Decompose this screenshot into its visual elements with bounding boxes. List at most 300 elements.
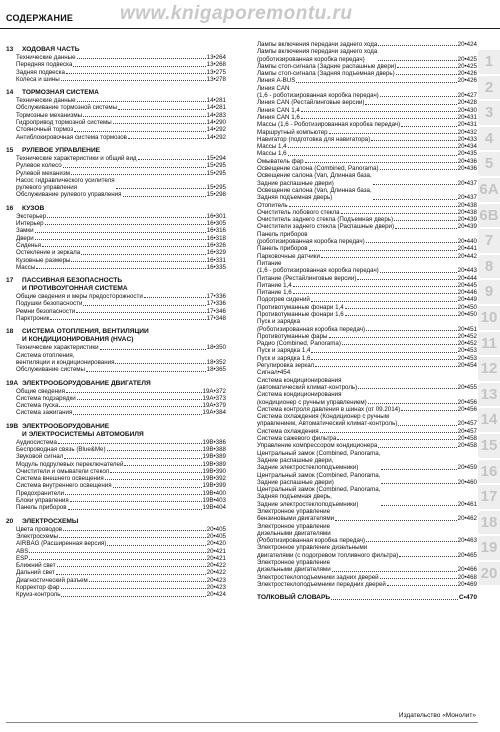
toc-entry[interactable] bbox=[6, 220, 226, 227]
toc-entry-page: 20•462 bbox=[457, 515, 477, 523]
toc-entry-page: 20•453 bbox=[457, 347, 477, 355]
leader-dots bbox=[71, 261, 205, 262]
section-number: 14 bbox=[6, 89, 14, 97]
leader-dots bbox=[45, 224, 206, 225]
toc-entry[interactable] bbox=[6, 366, 226, 373]
toc-entry[interactable] bbox=[257, 355, 477, 362]
leader-dots bbox=[341, 213, 457, 214]
toc-entry-page: 19А•372 bbox=[202, 387, 226, 395]
section-heading[interactable] bbox=[6, 328, 226, 344]
toc-entry-page: 19А•384 bbox=[202, 409, 226, 417]
toc-entry[interactable] bbox=[6, 497, 226, 504]
leader-dots bbox=[378, 60, 456, 61]
toc-entry[interactable] bbox=[257, 77, 477, 84]
leader-dots bbox=[42, 246, 206, 247]
toc-entry-title: Система подзарядки bbox=[16, 394, 76, 402]
toc-entry[interactable] bbox=[257, 581, 477, 588]
toc-entry-title: Электронное управление дизельными двигателями (с подогревом топливного фильтра) bbox=[257, 544, 399, 559]
toc-entry-page: 20•442 bbox=[457, 252, 477, 260]
toc-entry[interactable] bbox=[6, 388, 226, 395]
section-heading[interactable] bbox=[6, 277, 226, 293]
toc-entry[interactable] bbox=[257, 253, 477, 260]
toc-entry-title: Кузовные размеры bbox=[16, 256, 71, 264]
toc-entry-page: 20•463 bbox=[457, 537, 477, 545]
toc-entry[interactable] bbox=[6, 227, 226, 234]
toc-entry[interactable] bbox=[257, 187, 477, 202]
section-title-line: ХОДОВАЯ ЧАСТЬ bbox=[22, 46, 80, 53]
chapter-tab[interactable]: 18 bbox=[478, 511, 500, 535]
leader-dots bbox=[381, 469, 456, 470]
toc-entry-title: Парктроник bbox=[16, 315, 50, 323]
toc-entry[interactable] bbox=[257, 231, 477, 246]
toc-entry[interactable] bbox=[257, 223, 477, 230]
toc-entry[interactable] bbox=[257, 347, 477, 354]
toc-entry-title: Экстерьер bbox=[16, 212, 47, 220]
toc-entry[interactable] bbox=[257, 523, 477, 545]
chapter-tab[interactable]: 14 bbox=[478, 408, 500, 432]
toc-entry-title: Освещение салона (Combined, Panorama) bbox=[257, 165, 379, 173]
toc-entry-title: Электронное управление дизельными двигателями (Роботизированная коробка передач) bbox=[257, 522, 366, 545]
toc-entry-title: Система отопления, вентиляции и кондиционирования bbox=[16, 351, 115, 366]
toc-entry-page: 19В•404 bbox=[202, 504, 226, 512]
toc-entry-page: 20•439 bbox=[457, 223, 477, 231]
toc-entry[interactable] bbox=[6, 257, 226, 264]
chapter-tab[interactable]: 9 bbox=[478, 280, 500, 304]
toc-entry[interactable] bbox=[257, 99, 477, 106]
leader-dots bbox=[357, 279, 456, 280]
toc-right-column bbox=[257, 41, 477, 602]
section-number: 18 bbox=[6, 328, 14, 336]
toc-entry[interactable] bbox=[257, 428, 477, 435]
toc-entry[interactable] bbox=[257, 129, 477, 136]
toc-entry[interactable] bbox=[6, 162, 226, 169]
toc-entry[interactable] bbox=[257, 202, 477, 209]
toc-entry[interactable] bbox=[6, 504, 226, 511]
toc-entry[interactable] bbox=[257, 85, 477, 100]
toc-entry[interactable] bbox=[257, 369, 477, 376]
leader-dots bbox=[380, 272, 457, 273]
toc-entry[interactable] bbox=[6, 482, 226, 489]
chapter-tab[interactable]: 5 bbox=[478, 152, 500, 176]
toc-entry-page: 20•426 bbox=[457, 77, 477, 85]
toc-entry-page: 20•458 bbox=[457, 435, 477, 443]
leader-dots bbox=[107, 545, 205, 546]
chapter-tab[interactable]: 3 bbox=[478, 101, 500, 125]
section-heading[interactable] bbox=[6, 205, 226, 213]
toc-entry-page: 17•336 bbox=[206, 293, 226, 301]
leader-dots bbox=[100, 349, 206, 350]
toc-entry[interactable] bbox=[6, 577, 226, 584]
toc-entry-page: 20•424 bbox=[206, 591, 226, 599]
leader-dots bbox=[50, 319, 205, 320]
toc-entry[interactable] bbox=[257, 121, 477, 128]
leader-dots bbox=[293, 286, 457, 287]
toc-entry-page: 16•335 bbox=[206, 263, 226, 271]
leader-dots bbox=[380, 96, 457, 97]
toc-entry[interactable] bbox=[6, 591, 226, 598]
toc-entry-title: Рулевое колесо bbox=[16, 162, 62, 170]
toc-entry[interactable] bbox=[6, 76, 226, 83]
leader-dots bbox=[77, 101, 206, 102]
toc-entry-title: Общие сведения bbox=[16, 387, 65, 395]
toc-entry-page: 13•268 bbox=[206, 61, 226, 69]
toc-entry[interactable] bbox=[257, 114, 477, 121]
leader-dots bbox=[61, 596, 205, 597]
toc-entry-page: 13•278 bbox=[206, 75, 226, 83]
toc-entry[interactable] bbox=[6, 264, 226, 271]
chapter-tab[interactable]: 19 bbox=[478, 536, 500, 560]
toc-entry-page: 20•449 bbox=[457, 296, 477, 304]
toc-entry[interactable] bbox=[257, 296, 477, 303]
toc-entry-title: Сигнал•454 bbox=[257, 369, 291, 377]
toc-entry-title: Ближний свет bbox=[16, 562, 56, 570]
toc-entry-page: 20•456 bbox=[457, 398, 477, 406]
toc-entry[interactable] bbox=[257, 209, 477, 216]
leader-dots bbox=[380, 169, 457, 170]
section-heading[interactable] bbox=[6, 89, 226, 97]
toc-entry-title: Технические характеристики bbox=[16, 344, 99, 352]
toc-entry[interactable] bbox=[6, 213, 226, 220]
toc-entry[interactable] bbox=[6, 191, 226, 198]
toc-entry[interactable] bbox=[257, 362, 477, 369]
toc-entry[interactable] bbox=[6, 453, 226, 460]
toc-entry[interactable] bbox=[257, 136, 477, 143]
toc-entry[interactable] bbox=[257, 406, 477, 413]
toc-entry[interactable] bbox=[6, 235, 226, 242]
toc-entry[interactable] bbox=[257, 377, 477, 392]
toc-entry[interactable] bbox=[257, 143, 477, 150]
toc-section bbox=[6, 277, 226, 322]
toc-entry-page: 14•290 bbox=[206, 119, 226, 127]
leader-dots bbox=[70, 501, 202, 502]
toc-entry[interactable] bbox=[257, 442, 477, 449]
toc-entry-title: Передняя подвеска bbox=[16, 61, 73, 69]
toc-entry-title: Управление компрессором кондиционера bbox=[257, 442, 378, 450]
toc-entry-title: Технические данные bbox=[16, 97, 76, 105]
toc-entry-title: ТОЛКОВЫЙ СЛОВАРЬ bbox=[257, 594, 331, 602]
toc-entry-page: 20•452 bbox=[457, 332, 477, 340]
toc-entry-title: Центральный замок (Combined, Panorama, Задние распашные двери) bbox=[257, 471, 381, 486]
toc-entry[interactable] bbox=[6, 308, 226, 315]
toc-entry[interactable] bbox=[257, 245, 477, 252]
toc-entry[interactable] bbox=[6, 170, 226, 177]
section-number: 20 bbox=[6, 517, 14, 525]
toc-entry-title: Система контроля давления в шинах (от 09.2014) bbox=[257, 405, 401, 413]
toc-entry-page: 16•301 bbox=[206, 212, 226, 220]
toc-entry-title: Обслуживание рулевого управления bbox=[16, 191, 122, 199]
toc-entry-title: Линия CAN (Рестайлинговые версии) bbox=[257, 99, 365, 107]
toc-entry-title: Центральный замок (Combined, Panorama, Задняя подъемная дверь, Задние электростеклоподъемники) bbox=[257, 486, 381, 508]
leader-dots bbox=[123, 196, 206, 197]
toc-entry-title: Круиз-контроль bbox=[16, 591, 61, 599]
chapter-tab[interactable]: 11 bbox=[478, 332, 500, 356]
toc-entry[interactable] bbox=[257, 574, 477, 581]
leader-dots bbox=[63, 167, 206, 168]
toc-entry[interactable] bbox=[257, 435, 477, 442]
toc-entry[interactable] bbox=[257, 340, 477, 347]
toc-entry[interactable] bbox=[6, 242, 226, 249]
toc-entry[interactable] bbox=[6, 395, 226, 402]
toc-entry-page: 19В•388 bbox=[202, 445, 226, 453]
chapter-tab[interactable]: 6А bbox=[478, 178, 500, 202]
chapter-tab[interactable]: 16 bbox=[478, 460, 500, 484]
chapter-tab[interactable]: 10 bbox=[478, 306, 500, 330]
toc-entry-title: Омыватель фар bbox=[257, 157, 304, 165]
toc-entry[interactable] bbox=[257, 41, 477, 48]
section-title-line: ЭЛЕКТРОСХЕМЫ bbox=[22, 517, 79, 525]
toc-entry[interactable] bbox=[257, 63, 477, 70]
toc-entry-page: 13•264 bbox=[206, 54, 226, 61]
toc-entry[interactable] bbox=[6, 315, 226, 322]
toc-entry-title: Линия CAN 1,4 bbox=[257, 106, 300, 114]
toc-entry-title: Обслуживание системы bbox=[16, 366, 85, 374]
leader-dots bbox=[107, 450, 202, 451]
toc-entry[interactable] bbox=[6, 112, 226, 119]
section-title-line: И ЭЛЕКТРОСИСТЕМЫ АВТОМОБИЛЯ bbox=[22, 430, 144, 438]
toc-entry-page: 20•458 bbox=[457, 442, 477, 450]
toc-entry[interactable] bbox=[6, 54, 226, 61]
toc-entry[interactable] bbox=[6, 409, 226, 416]
chapter-tab[interactable]: 1 bbox=[478, 50, 500, 74]
toc-left-column bbox=[6, 46, 226, 605]
toc-entry[interactable] bbox=[257, 544, 477, 559]
section-heading[interactable] bbox=[6, 518, 226, 526]
leader-dots bbox=[387, 585, 457, 586]
toc-entry-page: 17•346 bbox=[206, 307, 226, 315]
leader-dots bbox=[29, 559, 205, 560]
chapter-tab[interactable]: 20 bbox=[478, 562, 500, 586]
toc-entry-title: Пуск и зарядка 1,4 bbox=[257, 347, 311, 355]
toc-entry[interactable] bbox=[6, 293, 226, 300]
leader-dots bbox=[399, 556, 456, 557]
toc-entry[interactable] bbox=[257, 333, 477, 340]
toc-section bbox=[6, 205, 226, 271]
toc-entry-title: Массы 1,6 bbox=[257, 150, 287, 158]
section-number: 19А bbox=[6, 379, 19, 387]
toc-entry-page: 20•425 bbox=[457, 55, 477, 63]
toc-entry-page: 15•295 bbox=[206, 184, 226, 192]
toc-entry[interactable] bbox=[257, 70, 477, 77]
toc-entry-page: 20•428 bbox=[457, 99, 477, 107]
toc-entry-title: Очиститель заднего стекла (Подъемная дверь) bbox=[257, 216, 394, 224]
leader-dots bbox=[320, 432, 457, 433]
toc-entry-title: Подушки безопасности bbox=[16, 300, 83, 308]
toc-entry-title: Массы bbox=[16, 263, 36, 271]
toc-entry[interactable] bbox=[6, 533, 226, 540]
toc-entry[interactable] bbox=[257, 107, 477, 114]
toc-entry-title: Пуск и зарядка (Роботизированная коробка передач) bbox=[257, 318, 366, 333]
leader-dots bbox=[36, 268, 205, 269]
toc-entry-page: 20•422 bbox=[206, 569, 226, 577]
section-heading[interactable] bbox=[6, 380, 226, 388]
toc-entry[interactable] bbox=[6, 446, 226, 453]
section-title-line: ЭЛЕКТРООБОРУДОВАНИЕ ДВИГАТЕЛЯ bbox=[22, 379, 151, 387]
toc-entry[interactable] bbox=[257, 150, 477, 157]
toc-entry[interactable] bbox=[257, 260, 477, 275]
toc-entry-title: Система охлаждения bbox=[257, 427, 319, 435]
section-heading[interactable] bbox=[6, 147, 226, 155]
section-heading[interactable] bbox=[6, 46, 226, 54]
toc-entry-title: Регулировка зеркал bbox=[257, 362, 315, 370]
toc-entry-title: Общие сведения и меры предосторожности bbox=[16, 293, 143, 301]
toc-entry[interactable] bbox=[257, 48, 477, 63]
toc-entry-title: Технические данные bbox=[16, 54, 76, 61]
toc-entry[interactable] bbox=[257, 311, 477, 318]
toc-entry[interactable] bbox=[257, 282, 477, 289]
toc-entry[interactable] bbox=[6, 155, 226, 162]
toc-entry[interactable] bbox=[6, 69, 226, 76]
toc-entry-page: 19А•373 bbox=[202, 394, 226, 402]
toc-entry[interactable] bbox=[6, 134, 226, 141]
toc-entry-page: 20•457 bbox=[457, 427, 477, 435]
toc-entry-page: 16•318 bbox=[206, 234, 226, 242]
leader-dots bbox=[59, 406, 201, 407]
toc-entry[interactable] bbox=[257, 486, 477, 508]
toc-entry-page: 20•465 bbox=[457, 551, 477, 559]
toc-entry[interactable] bbox=[6, 177, 226, 192]
toc-entry[interactable] bbox=[6, 555, 226, 562]
toc-entry-page: 20•457 bbox=[457, 420, 477, 428]
toc-entry-title: Обслуживание тормозной системы bbox=[16, 104, 118, 112]
toc-entry[interactable] bbox=[257, 391, 477, 406]
toc-entry-title: Система зажигания bbox=[16, 409, 73, 417]
leader-dots bbox=[68, 509, 202, 510]
toc-entry[interactable] bbox=[257, 304, 477, 311]
toc-entry-page: 19В•386 bbox=[202, 438, 226, 446]
leader-dots bbox=[378, 447, 456, 448]
toc-entry-title: Система внутреннего освещения bbox=[16, 482, 112, 490]
toc-entry[interactable] bbox=[6, 61, 226, 68]
toc-entry[interactable] bbox=[257, 216, 477, 223]
toc-entry[interactable] bbox=[257, 158, 477, 165]
toc-entry[interactable] bbox=[6, 249, 226, 256]
toc-entry[interactable] bbox=[6, 468, 226, 475]
toc-entry[interactable] bbox=[257, 275, 477, 282]
leader-dots bbox=[301, 118, 457, 119]
toc-entry-page: 20•469 bbox=[457, 580, 477, 588]
toc-entry[interactable] bbox=[6, 562, 226, 569]
toc-entry-title: Массы 1,4 bbox=[257, 143, 287, 151]
toc-entry[interactable] bbox=[6, 526, 226, 533]
chapter-tab[interactable]: 7 bbox=[478, 229, 500, 253]
toc-entry-title: Электростеклоподъемники задних дверей bbox=[257, 573, 379, 581]
chapter-tab[interactable]: 15 bbox=[478, 434, 500, 458]
toc-entry-page: 20•446 bbox=[457, 289, 477, 297]
toc-entry-page: 20•431 bbox=[457, 113, 477, 121]
toc-entry[interactable] bbox=[6, 104, 226, 111]
leader-dots bbox=[81, 254, 205, 255]
leader-dots bbox=[365, 104, 456, 105]
leader-dots bbox=[59, 537, 206, 538]
chapter-tab[interactable]: 2 bbox=[478, 76, 500, 100]
toc-entry[interactable] bbox=[6, 540, 226, 547]
toc-entry-title: Очистители заднего стекла (Распашные двери) bbox=[257, 223, 395, 231]
toc-entry[interactable] bbox=[6, 119, 226, 126]
leader-dots bbox=[29, 552, 205, 553]
toc-entry-title: Панель приборов (роботизированная коробка передач) bbox=[257, 230, 365, 246]
chapter-tab[interactable]: 4 bbox=[478, 127, 500, 151]
section-heading[interactable] bbox=[6, 423, 226, 439]
toc-entry-page: 20•427 bbox=[457, 92, 477, 100]
toc-entry[interactable] bbox=[257, 165, 477, 172]
toc-entry-title: Линия CAN 1,6 bbox=[257, 113, 300, 121]
toc-entry[interactable] bbox=[6, 402, 226, 409]
toc-entry[interactable] bbox=[257, 172, 477, 187]
toc-entry[interactable] bbox=[6, 584, 226, 591]
toc-entry-title: Лампы включения передачи заднего хода bbox=[257, 41, 378, 48]
leader-dots bbox=[35, 232, 206, 233]
leader-dots bbox=[35, 239, 206, 240]
leader-dots bbox=[288, 155, 457, 156]
chapter-tab[interactable]: 12 bbox=[478, 357, 500, 381]
toc-entry[interactable] bbox=[6, 548, 226, 555]
page-title: СОДЕРЖАНИЕ bbox=[6, 13, 74, 23]
leader-dots bbox=[66, 392, 202, 393]
toc-entry-title: Питание 1,6 bbox=[257, 289, 292, 297]
toc-entry[interactable] bbox=[257, 559, 477, 574]
toc-entry[interactable] bbox=[257, 508, 477, 523]
chapter-tab[interactable]: 13 bbox=[478, 383, 500, 407]
leader-dots bbox=[345, 308, 457, 309]
toc-entry[interactable] bbox=[6, 352, 226, 367]
toc-entry[interactable] bbox=[6, 490, 226, 497]
leader-dots bbox=[395, 228, 457, 229]
leader-dots bbox=[138, 159, 206, 160]
leader-dots bbox=[118, 109, 205, 110]
toc-entry[interactable] bbox=[257, 318, 477, 333]
toc-entry[interactable] bbox=[257, 413, 477, 428]
toc-entry-page: 19В•390 bbox=[202, 467, 226, 475]
leader-dots bbox=[321, 257, 457, 258]
toc-entry-page: 20•424 bbox=[457, 41, 477, 48]
toc-entry-title: Замки bbox=[16, 227, 34, 235]
leader-dots bbox=[83, 305, 205, 306]
section-number: 16 bbox=[6, 204, 14, 212]
toc-entry[interactable] bbox=[6, 97, 226, 104]
toc-entry[interactable] bbox=[257, 472, 477, 487]
leader-dots bbox=[396, 74, 457, 75]
toc-entry-page: 19В•400 bbox=[202, 489, 226, 497]
watermark: www.knigaporemontu.ru bbox=[120, 3, 353, 24]
toc-entry-title: Питание 1,4 bbox=[257, 281, 292, 289]
index-entry[interactable] bbox=[257, 594, 477, 601]
chapter-tab[interactable]: 17 bbox=[478, 485, 500, 509]
toc-entry-page: 20•440 bbox=[457, 238, 477, 246]
toc-entry-page: 20•431 bbox=[457, 121, 477, 129]
toc-entry[interactable] bbox=[6, 300, 226, 307]
chapter-tab[interactable]: 6В bbox=[478, 204, 500, 228]
toc-entry[interactable] bbox=[6, 439, 226, 446]
toc-entry[interactable] bbox=[257, 289, 477, 296]
toc-entry[interactable] bbox=[6, 569, 226, 576]
toc-entry[interactable] bbox=[257, 450, 477, 472]
toc-entry[interactable] bbox=[6, 344, 226, 351]
toc-entry-page: 19А•379 bbox=[202, 402, 226, 410]
toc-entry-page: 20•434 bbox=[457, 143, 477, 151]
toc-entry-page: 20•425 bbox=[457, 62, 477, 70]
toc-entry-page: 20•436 bbox=[457, 165, 477, 173]
toc-entry[interactable] bbox=[6, 461, 226, 468]
toc-entry-page: 20•450 bbox=[457, 303, 477, 311]
chapter-tab[interactable]: 8 bbox=[478, 255, 500, 279]
toc-entry-page: 20•405 bbox=[206, 532, 226, 540]
toc-entry[interactable] bbox=[6, 126, 226, 133]
toc-entry-page: 20•430 bbox=[457, 106, 477, 114]
toc-entry[interactable] bbox=[6, 475, 226, 482]
toc-entry-title: Освещение салона (Van, Длинная база, Задняя подъемная дверь) bbox=[257, 186, 372, 202]
toc-entry-title: Тормозные механизмы bbox=[16, 111, 83, 119]
leader-dots bbox=[373, 184, 457, 185]
